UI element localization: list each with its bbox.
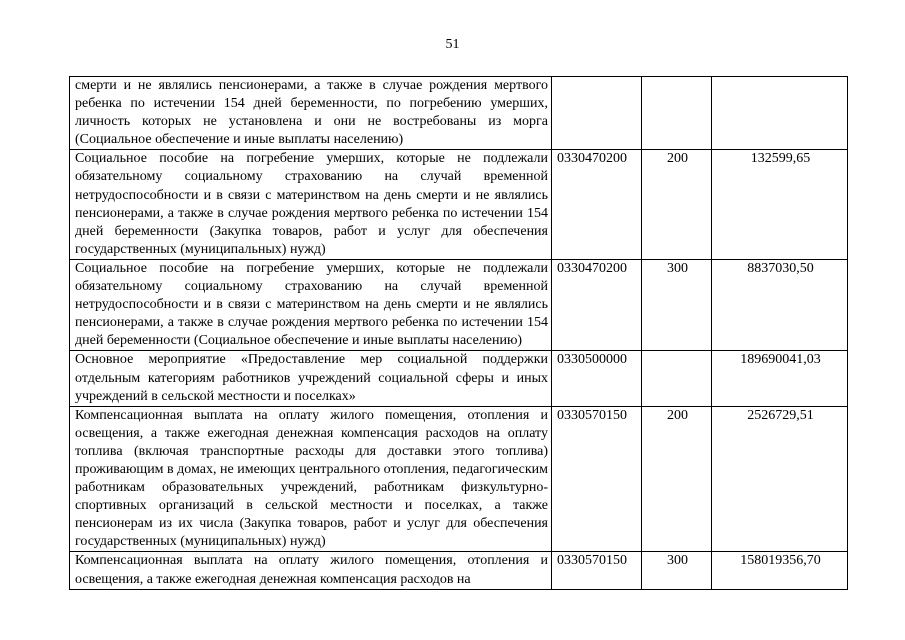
table-row (70, 259, 848, 350)
row-expense-type: 200 (642, 406, 712, 552)
table-row (70, 351, 848, 406)
table-row (70, 552, 848, 589)
row-target-code: 0330570150 (552, 406, 642, 552)
page-number: 51 (445, 37, 460, 52)
row-target-code (552, 77, 642, 150)
row-target-code: 0330470200 (552, 259, 642, 350)
row-description: Компенсационная выплата на оплату жилого помещения, отопления и освещения, а также ежегодная денежная компенсация расходов на оплату топлива (включая транспортные расходы для доставки этого топлива) проживающим в домах, не имеющих центрального отопления, педагогическим работникам образовательных учреждений, работникам физкультурно-спортивных организаций в сельской местности и поселках, а также пенсионерам из их числа (Закупка товаров, работ и услуг для обеспечения государственных (муниципальных) нужд) (70, 406, 552, 552)
row-amount: 132599,65 (712, 150, 848, 260)
row-amount: 2526729,51 (712, 406, 848, 552)
row-amount: 189690041,03 (712, 351, 848, 406)
table-row (70, 77, 848, 150)
row-description: Компенсационная выплата на оплату жилого помещения, отопления и освещения, а также ежегодная денежная компенсация расходов на (70, 552, 552, 589)
row-expense-type: 300 (642, 552, 712, 589)
row-expense-type: 300 (642, 259, 712, 350)
row-description: смерти и не являлись пенсионерами, а также в случае рождения мертвого ребенка по истечении 154 дней беременности, по погребению умерших, личность которых не установлена и они не востребованы из морга (Социальное обеспечение и иные выплаты населению) (70, 77, 552, 150)
row-description: Основное мероприятие «Предоставление мер социальной поддержки отдельным категориям работников учреждений социальной сферы и иных учреждений в сельской местности и поселках» (70, 351, 552, 406)
row-amount: 158019356,70 (712, 552, 848, 589)
row-description: Социальное пособие на погребение умерших, которые не подлежали обязательному социальному страхованию на случай временной нетрудоспособности и в связи с материнством на день смерти и не являлись пенсионерами, а также в случае рождения мертвого ребенка по истечении 154 дней беременности (Закупка товаров, работ и услуг для обеспечения государственных (муниципальных) нужд) (70, 150, 552, 260)
table-row (70, 406, 848, 552)
row-target-code: 0330500000 (552, 351, 642, 406)
row-expense-type: 200 (642, 150, 712, 260)
row-target-code: 0330570150 (552, 552, 642, 589)
row-amount: 8837030,50 (712, 259, 848, 350)
row-amount (712, 77, 848, 150)
row-expense-type (642, 351, 712, 406)
row-target-code: 0330470200 (552, 150, 642, 260)
table-row (70, 150, 848, 260)
row-description: Социальное пособие на погребение умерших, которые не подлежали обязательному социальному страхованию на случай временной нетрудоспособности и в связи с материнством на день смерти и не являлись пенсионерами, а также в случае рождения мертвого ребенка по истечении 154 дней беременности (Социальное обеспечение и иные выплаты населению) (70, 259, 552, 350)
budget-table (69, 76, 848, 590)
row-expense-type (642, 77, 712, 150)
